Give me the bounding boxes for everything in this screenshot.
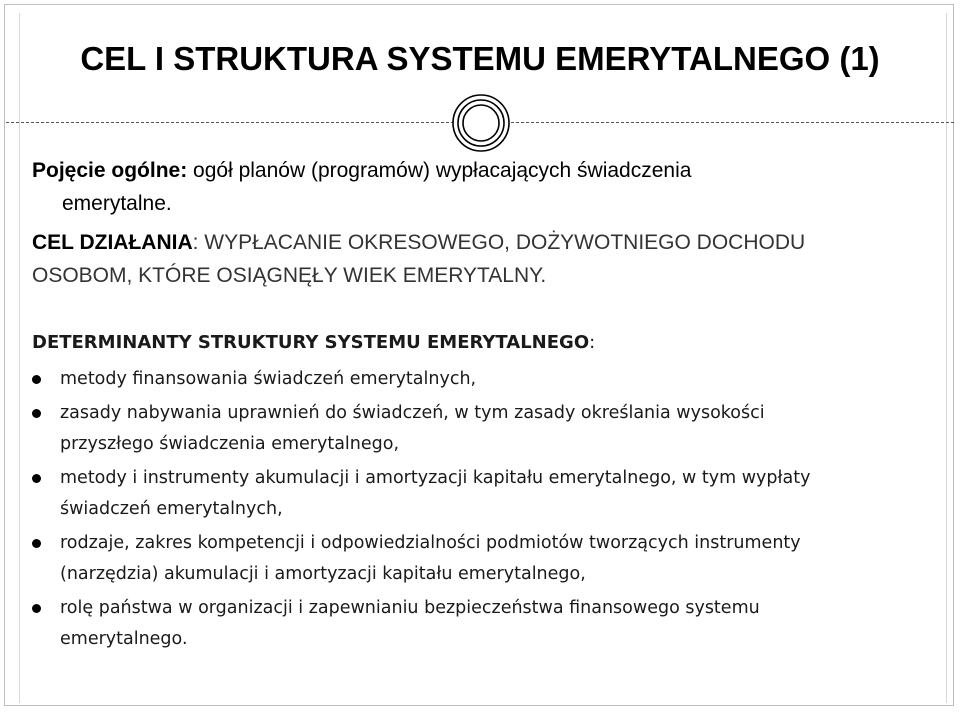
aim-lead: CEL DZIAŁANIA — [32, 231, 193, 254]
list-item — [32, 398, 932, 460]
bullet-icon — [32, 604, 41, 613]
bullet-icon — [32, 409, 41, 418]
determinants-section — [32, 326, 932, 658]
definition-line-1 — [32, 154, 912, 187]
definition-lead: Pojęcie ogólne: — [32, 159, 188, 182]
aim-line-2: OSOBOM, KTÓRE OSIĄGNĘŁY WIEK EMERYTALNY. — [32, 264, 547, 287]
determinants-heading — [32, 326, 932, 360]
list-item-line-2: świadczeń emerytalnych, — [60, 499, 283, 519]
list-item-line-1: rolę państwa w organizacji i zapewnianiu bezpieczeństwa finansowego systemu — [60, 598, 760, 618]
aim-line-1 — [32, 226, 912, 259]
list-item — [32, 528, 932, 590]
list-item — [32, 463, 932, 525]
definition-line-2: emerytalne. — [62, 192, 172, 215]
list-item-line-1: zasady nabywania uprawnień do świadczeń, w tym zasady określania wysokości — [60, 403, 765, 423]
determinants-heading-colon: : — [589, 332, 596, 353]
definition-text-1: ogół planów (programów) wypłacających świadczenia — [187, 159, 692, 182]
list-item — [32, 364, 932, 395]
bullet-icon — [32, 539, 41, 548]
aim-text-1: : WYPŁACANIE OKRESOWEGO, DOŻYWOTNIEGO DOCHODU — [192, 231, 806, 254]
list-item-line-1: metody finansowania świadczeń emerytalnych, — [60, 369, 477, 389]
list-item-line-2: przyszłego świadczenia emerytalnego, — [60, 434, 400, 454]
list-item-line-2: emerytalnego. — [60, 629, 188, 649]
determinants-list — [32, 364, 932, 655]
concentric-circles-icon — [451, 93, 511, 153]
bullet-icon — [32, 474, 41, 483]
list-item-line-2: (narzędzia) akumulacji i amortyzacji kapitału emerytalnego, — [60, 564, 586, 584]
definition-section — [32, 154, 912, 292]
slide-title: CEL I STRUKTURA SYSTEMU EMERYTALNEGO (1) — [80, 40, 880, 77]
list-item-line-1: metody i instrumenty akumulacji i amortyzacji kapitału emerytalnego, w tym wypłaty — [60, 468, 811, 488]
determinants-heading-text: DETERMINANTY STRUKTURY SYSTEMU EMERYTALNEGO — [32, 332, 590, 353]
list-item — [32, 593, 932, 655]
bullet-icon — [32, 375, 41, 384]
list-item-line-1: rodzaje, zakres kompetencji i odpowiedzialności podmiotów tworzących instrumenty — [60, 533, 801, 553]
